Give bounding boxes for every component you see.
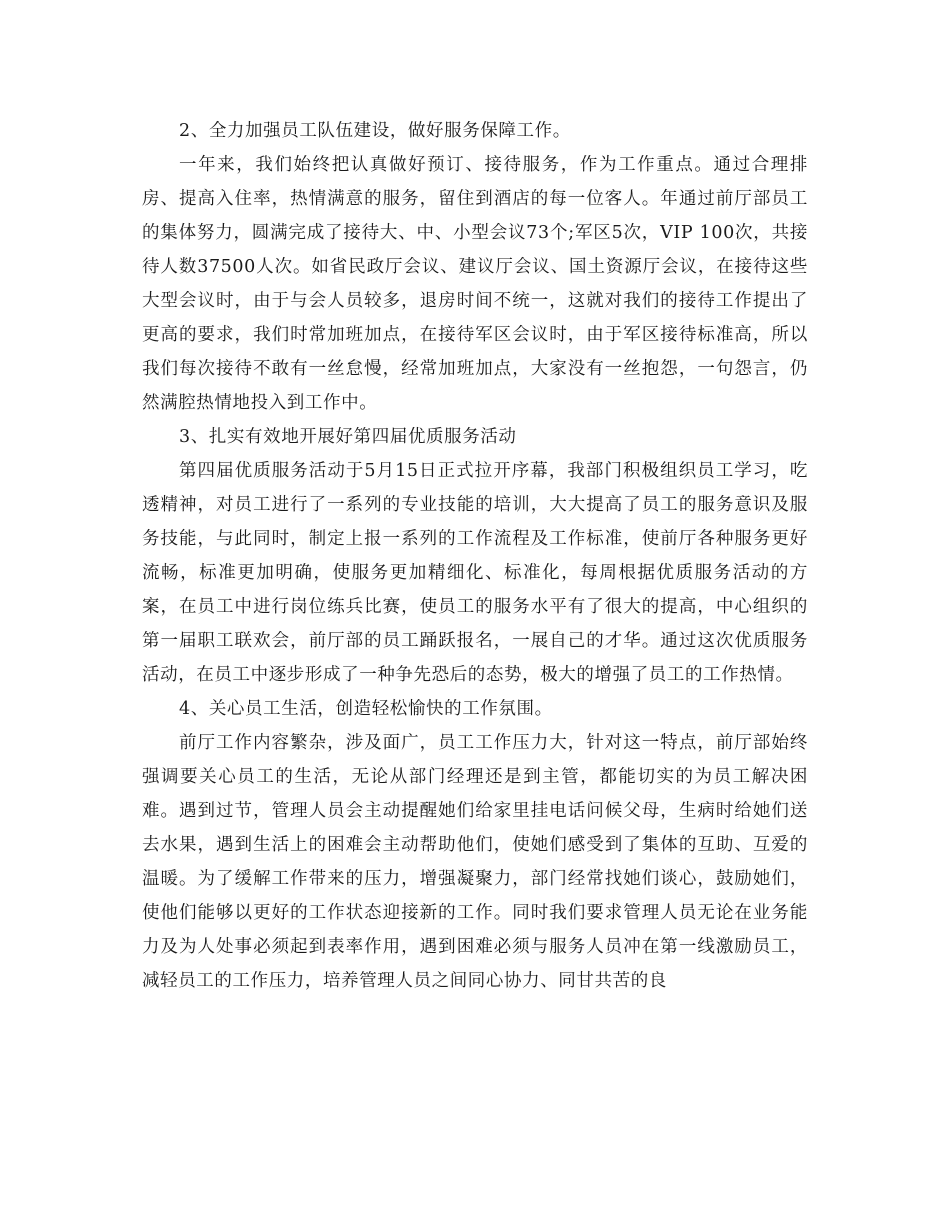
section-heading-2: 2、全力加强员工队伍建设，做好服务保障工作。 [179,121,571,141]
section-heading-4: 4、关心员工生活，创造轻松愉快的工作氛围。 [179,699,553,719]
paragraph-reception-service: 一年来，我们始终把认真做好预订、接待服务，作为工作重点。通过合理排房、提高入住率，热情满意的服务，留住到酒店的每一位客人。年通过前厅部员工的集体努力，圆满完成了接待大、中、小型会议73个;军区5次，VIP 100次，共接待人数37500人次。如省民政厅会议、建议厅会议、国土资源厅会议，在接待这些大型会议时，由于与会人员较多，退房时间不统一，这就对我们的接待工作提出了更高的要求，我们时常加班加点，在接待军区会议时，由于军区接待标准高，所以我们每次接待不敢有一丝怠慢，经常加班加点，大家没有一丝抱怨，一句怨言，仍然满腔热情地投入到工作中。 [142,155,808,413]
section-heading-3: 3、扎实有效地开展好第四届优质服务活动 [179,427,517,447]
paragraph-employee-care: 前厅工作内容繁杂，涉及面广，员工工作压力大，针对这一特点，前厅部始终强调要关心员工的生活，无论从部门经理还是到主管，都能切实的为员工解决困难。遇到过节，管理人员会主动提醒她们给家里挂电话问候父母，生病时给她们送去水果，遇到生活上的困难会主动帮助他们，使她们感受到了集体的互助、互爱的温暖。为了缓解工作带来的压力，增强凝聚力，部门经常找她们谈心，鼓励她们，使他们能够以更好的工作状态迎接新的工作。同时我们要求管理人员无论在业务能力及为人处事必须起到表率作用，遇到困难必须与服务人员冲在第一线激励员工，减轻员工的工作压力，培养管理人员之间同心协力、同甘共苦的良 [142,733,808,991]
paragraph-quality-service: 第四届优质服务活动于5月15日正式拉开序幕，我部门积极组织员工学习，吃透精神，对员工进行了一系列的专业技能的培训，大大提高了员工的服务意识及服务技能，与此同时，制定上报一系列的工作流程及工作标准，使前厅各种服务更好流畅，标准更加明确，使服务更加精细化、标准化，每周根据优质服务活动的方案，在员工中进行岗位练兵比赛，使员工的服务水平有了很大的提高，中心组织的第一届职工联欢会，前厅部的员工踊跃报名，一展自己的才华。通过这次优质服务活动，在员工中逐步形成了一种争先恐后的态势，极大的增强了员工的工作热情。 [142,461,808,685]
document-page [142,114,808,998]
